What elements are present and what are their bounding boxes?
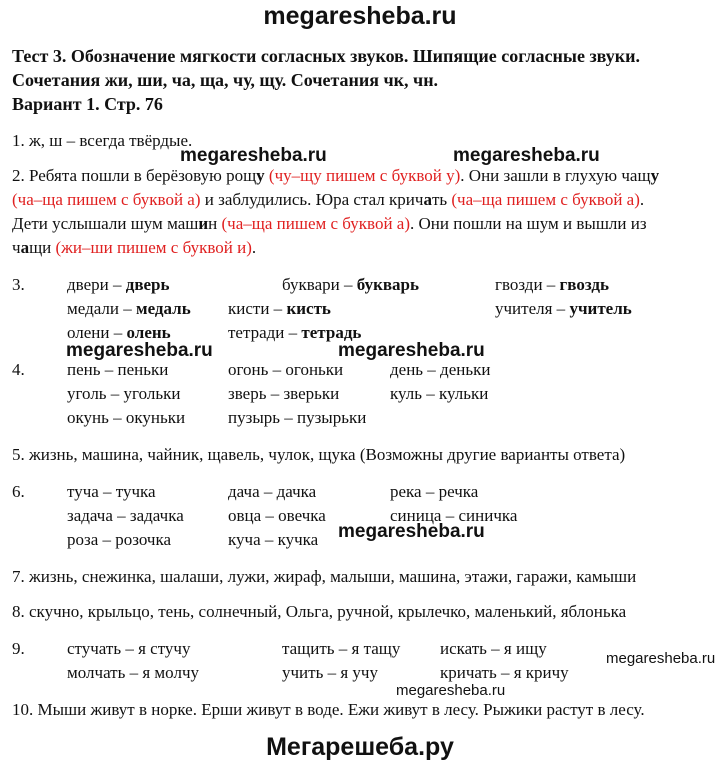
word-pair: кисти – кисть: [228, 299, 331, 318]
word-pair: тетради – тетрадь: [228, 323, 362, 342]
word-pair: стучать – я стучу: [67, 639, 191, 658]
word-pair: медали – медаль: [67, 299, 191, 318]
word-pair: куча – кучка: [228, 530, 319, 549]
variant-label: Вариант 1. Стр. 76: [12, 94, 163, 114]
watermark: megaresheba.ru: [606, 650, 716, 667]
word-pair: река – речка: [390, 482, 479, 501]
word-pair: окунь – окуньки: [67, 408, 186, 427]
watermark: megaresheba.ru: [338, 340, 485, 361]
word-pair: туча – тучка: [67, 482, 156, 501]
word-pair: буквари – букварь: [282, 275, 419, 294]
answer-2-line-3: Дети услышали шум машин (ча–ща пишем с буквой а). Они пошли на шум и вышли из: [12, 214, 647, 233]
answer-2-line-2: (ча–ща пишем с буквой а) и заблудились. Юра стал кричать (ча–ща пишем с буквой а).: [12, 190, 645, 209]
word-pair: пузырь – пузырьки: [228, 408, 367, 427]
answer-7: 7. жизнь, снежинка, шалаши, лужи, жираф, малыши, машина, этажи, гаражи, камыши: [12, 567, 637, 586]
site-footer: Мегарешеба.ру: [266, 733, 454, 761]
site-title: megaresheba.ru: [263, 2, 457, 30]
word-pair: учить – я учу: [282, 663, 378, 682]
watermark: megaresheba.ru: [66, 340, 213, 361]
watermark: megaresheba.ru: [180, 145, 327, 166]
word-pair: зверь – зверьки: [228, 384, 340, 403]
word-pair: синица – синичка: [390, 506, 518, 525]
word-pair: искать – я ищу: [440, 639, 547, 658]
answer-6-number: 6.: [12, 482, 25, 501]
watermark: megaresheba.ru: [396, 682, 506, 699]
word-pair: огонь – огоньки: [228, 360, 344, 379]
answer-2-line-4: чащи (жи–ши пишем с буквой и).: [12, 238, 257, 257]
word-pair: куль – кульки: [390, 384, 489, 403]
word-pair: молчать – я молчу: [67, 663, 199, 682]
word-pair: двери – дверь: [67, 275, 170, 294]
word-pair: день – деньки: [390, 360, 491, 379]
watermark: megaresheba.ru: [338, 521, 485, 542]
word-pair: гвозди – гвоздь: [495, 275, 609, 294]
word-pair: олени – олень: [67, 323, 171, 342]
answer-9-number: 9.: [12, 639, 25, 658]
answer-3-number: 3.: [12, 275, 25, 294]
word-pair: уголь – угольки: [67, 384, 181, 403]
answer-5: 5. жизнь, машина, чайник, щавель, чулок, щука (Возможны другие варианты ответа): [12, 445, 626, 464]
test-subtitle: Сочетания жи, ши, ча, ща, чу, щу. Сочетания чк, чн.: [12, 70, 439, 90]
watermark: megaresheba.ru: [453, 145, 600, 166]
word-pair: овца – овечка: [228, 506, 326, 525]
word-pair: кричать – я кричу: [440, 663, 569, 682]
word-pair: учителя – учитель: [495, 299, 632, 318]
answer-10: 10. Мыши живут в норке. Ерши живут в воде. Ежи живут в лесу. Рыжики растут в лесу.: [12, 700, 645, 719]
answer-4-number: 4.: [12, 360, 25, 379]
word-pair: роза – розочка: [67, 530, 172, 549]
answer-1: 1. ж, ш – всегда твёрдые.: [12, 131, 193, 150]
word-pair: тащить – я тащу: [282, 639, 401, 658]
word-pair: дача – дачка: [228, 482, 317, 501]
test-title: Тест 3. Обозначение мягкости согласных звуков. Шипящие согласные звуки.: [12, 46, 641, 66]
answer-2-line-1: 2. Ребята пошли в берёзовую рощу (чу–щу пишем с буквой у). Они зашли в глухую чащу: [12, 166, 660, 185]
answer-8: 8. скучно, крыльцо, тень, солнечный, Ольга, ручной, крылечко, маленький, яблонька: [12, 602, 627, 621]
word-pair: пень – пеньки: [67, 360, 169, 379]
word-pair: задача – задачка: [67, 506, 184, 525]
